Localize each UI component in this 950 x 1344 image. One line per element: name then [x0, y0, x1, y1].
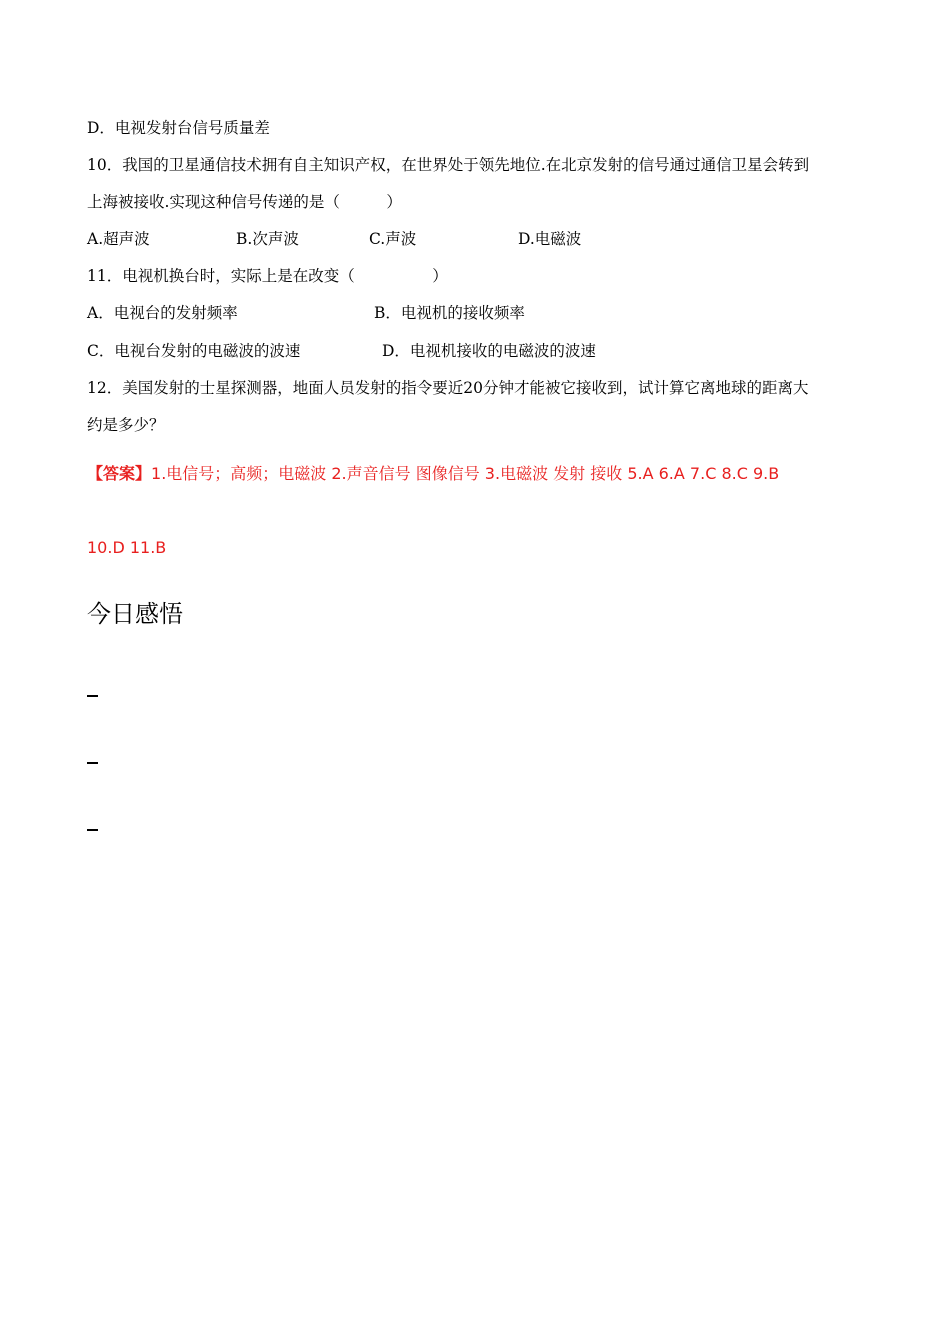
q11-option-d: D．电视机接收的电磁波的波速: [382, 342, 596, 360]
reflection-blank-3: [87, 829, 98, 831]
q11-options-row2: [87, 341, 867, 361]
q9-option-d: D．电视发射台信号质量差: [87, 119, 270, 137]
q11-options-row1: [87, 303, 867, 323]
q10-stem-line2: 上海被接收.实现这种信号传递的是（ ）: [87, 193, 402, 211]
reflection-heading: 今日感悟: [87, 600, 183, 628]
q12-stem-line1: 12．美国发射的士星探测器，地面人员发射的指令要近20分钟才能被它接收到，试计算它离地球的距离大: [87, 379, 809, 397]
q10-option-b: B.次声波: [236, 230, 299, 248]
q10-stem-line1: 10．我国的卫星通信技术拥有自主知识产权，在世界处于领先地位.在北京发射的信号通过通信卫星会转到: [87, 156, 810, 174]
q12-stem-line2: 约是多少？: [87, 416, 165, 434]
reflection-blank-1: [87, 695, 98, 697]
q11-option-b: B．电视机的接收频率: [374, 304, 525, 322]
reflection-blank-2: [87, 762, 98, 764]
q10-options: [87, 229, 867, 249]
answer-line2: 10.D 11.B: [87, 538, 167, 557]
q11-option-c: C．电视台发射的电磁波的波速: [87, 342, 301, 360]
q10-option-a: A.超声波: [87, 230, 150, 248]
answer-tag: 【答案】: [87, 464, 152, 483]
answer-line1: [87, 463, 779, 485]
answer-text-line1: 1.电信号；高频；电磁波 2.声音信号 图像信号 3.电磁波 发射 接收 5.A 6.A 7.C 8.C 9.B: [151, 464, 780, 483]
q10-option-d: D.电磁波: [518, 230, 582, 248]
q10-option-c: C.声波: [369, 230, 417, 248]
q11-stem: 11．电视机换台时，实际上是在改变（ ）: [87, 267, 448, 285]
q11-option-a: A．电视台的发射频率: [87, 304, 238, 322]
